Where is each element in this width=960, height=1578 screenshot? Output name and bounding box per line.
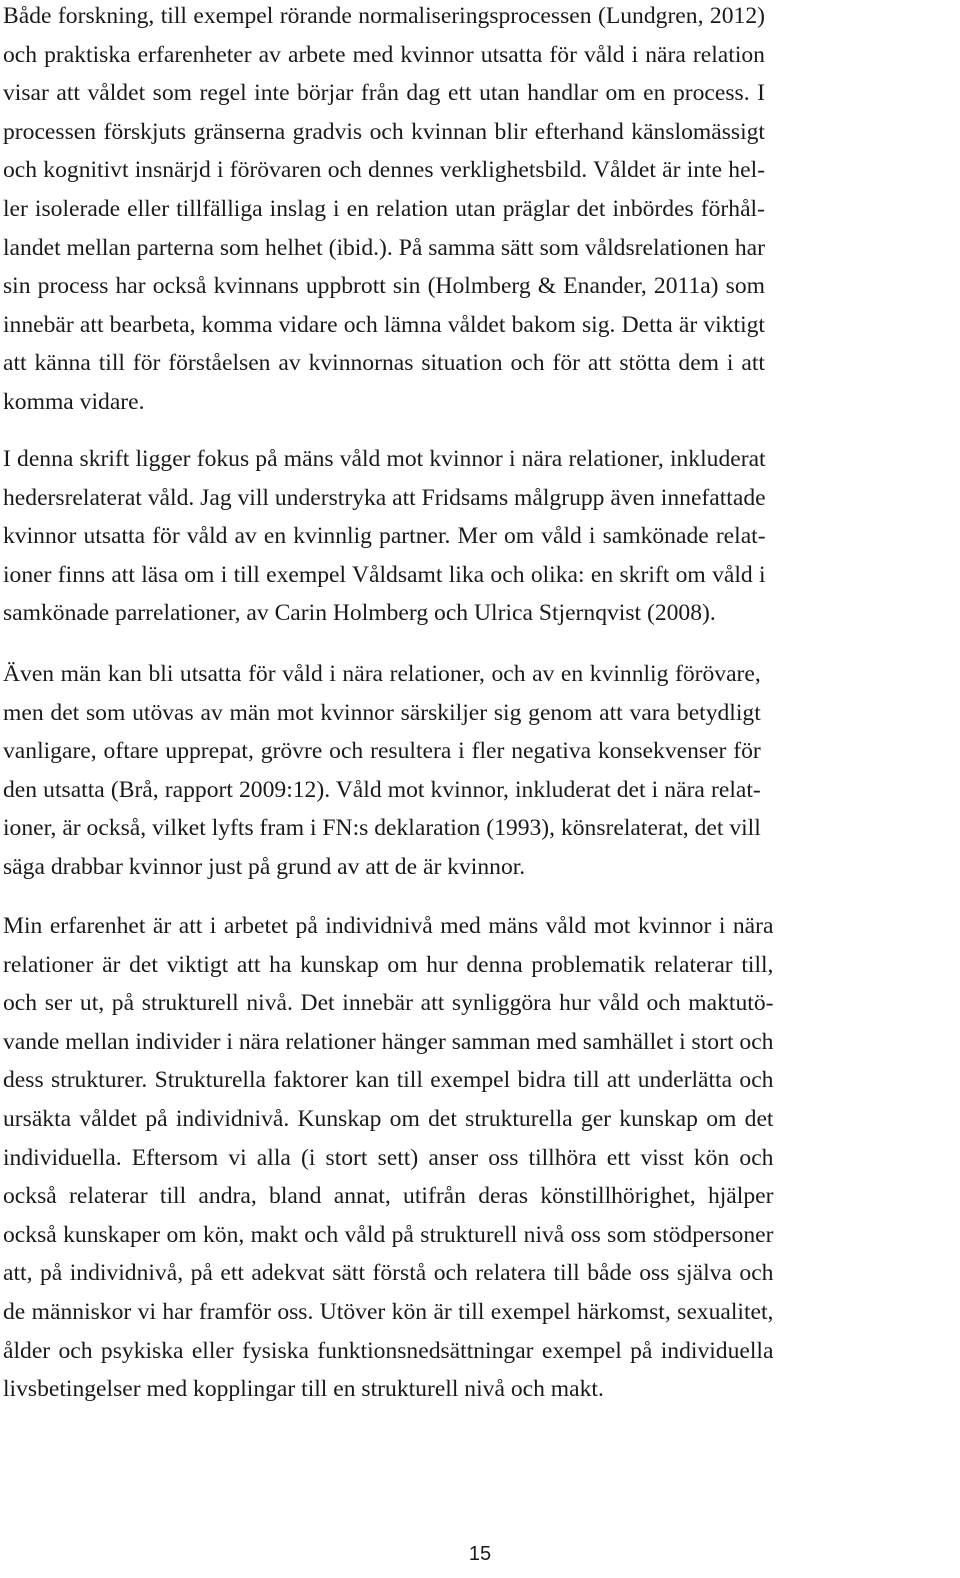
text-line: också kunskaper om kön, makt och våld på strukturell nivå oss som stödpersoner <box>3 1221 774 1248</box>
text-line: landet mellan parterna som helhet (ibid.). På samma sätt som våldsrelationen har <box>3 234 765 261</box>
text-line: I denna skrift ligger fokus på mäns våld mot kvinnor i nära relationer, inkluderat <box>3 446 766 472</box>
text-line: samkönade parrelationer, av Carin Holmberg och Ulrica Stjernqvist (2008). <box>3 600 716 627</box>
text-line: komma vidare. <box>3 388 145 415</box>
text-line: och ser ut, på strukturell nivå. Det innebär att synliggöra hur våld och maktutö- <box>3 990 774 1017</box>
text-line: processen förskjuts gränserna gradvis och kvinnan blir efterhand känslomässigt <box>3 118 765 145</box>
text-line: individuella. Eftersom vi alla (i stort sett) anser oss tillhöra ett visst kön och <box>3 1144 774 1171</box>
text-line: säga drabbar kvinnor just på grund av att de är kvinnor. <box>3 853 526 880</box>
text-line: och kognitivt insnärjd i förövaren och dennes verklighetsbild. Våldet är inte hel- <box>3 157 765 184</box>
paragraph-1 <box>3 0 765 422</box>
text-line: visar att våldet som regel inte börjar från dag ett utan handlar om en process. I <box>3 80 765 107</box>
text-line: relationer är det viktigt att ha kunskap om hur denna problematik relaterar till, <box>3 951 774 978</box>
text-line: vande mellan individer i nära relationer hänger samman med samhället i stort och <box>3 1028 774 1055</box>
text-line: kvinnor utsatta för våld av en kvinnlig partner. Mer om våld i samkönade relat- <box>3 523 766 550</box>
text-line: att, på individnivå, på ett adekvat sätt förstå och relatera till både oss själva och <box>3 1260 774 1287</box>
text-line: ioner finns att läsa om i till exempel Våldsamt lika och olika: en skrift om våld i <box>3 561 766 588</box>
text-line: vanligare, oftare upprepat, grövre och resultera i fler negativa konsekvenser för <box>3 738 761 765</box>
text-line: Min erfarenhet är att i arbetet på individnivå med mäns våld mot kvinnor i nära <box>3 913 774 939</box>
text-line: ler isolerade eller tillfälliga inslag i en relation utan präglar det inbördes förhål- <box>3 195 765 222</box>
text-line: livsbetingelser med kopplingar till en strukturell nivå och makt. <box>3 1376 604 1403</box>
page-number: 15 <box>468 1543 492 1565</box>
text-line: sin process har också kvinnans uppbrott sin (Holmberg & Enander, 2011a) som <box>3 273 765 300</box>
text-line: den utsatta (Brå, rapport 2009:12). Våld mot kvinnor, inkluderat det i nära relat- <box>3 776 761 803</box>
text-line: Även män kan bli utsatta för våld i nära relationer, och av en kvinnlig förövare, <box>3 661 761 687</box>
text-line: också relaterar till andra, bland annat, utifrån deras könstillhörighet, hjälper <box>3 1183 774 1210</box>
text-line: och praktiska erfarenheter av arbete med kvinnor utsatta för våld i nära relation <box>3 41 765 68</box>
text-line: hedersrelaterat våld. Jag vill understryka att Fridsams målgrupp även innefattade <box>3 484 766 511</box>
text-line: men det som utövas av män mot kvinnor särskiljer sig genom att vara betydligt <box>3 699 761 726</box>
paragraph-2 <box>3 440 766 633</box>
text-line: innebär att bearbeta, komma vidare och lämna våldet bakom sig. Detta är viktigt <box>3 311 765 338</box>
paragraph-4 <box>3 907 773 1409</box>
text-line: ursäkta våldet på individnivå. Kunskap om det strukturella ger kunskap om det <box>3 1105 774 1132</box>
text-line: dess strukturer. Strukturella faktorer kan till exempel bidra till att underlätta och <box>3 1067 774 1094</box>
paragraph-3 <box>3 655 761 887</box>
text-line: ioner, är också, vilket lyfts fram i FN:s deklaration (1993), könsrelaterat, det vill <box>3 815 761 842</box>
text-line: de människor vi har framför oss. Utöver kön är till exempel härkomst, sexualitet, <box>3 1298 774 1325</box>
text-line: att känna till för förståelsen av kvinnornas situation och för att stötta dem i att <box>3 350 765 377</box>
text-line: Både forskning, till exempel rörande normaliseringsprocessen (Lundgren, 2012) <box>3 3 765 29</box>
text-line: ålder och psykiska eller fysiska funktionsnedsättningar exempel på individuella <box>3 1337 774 1364</box>
